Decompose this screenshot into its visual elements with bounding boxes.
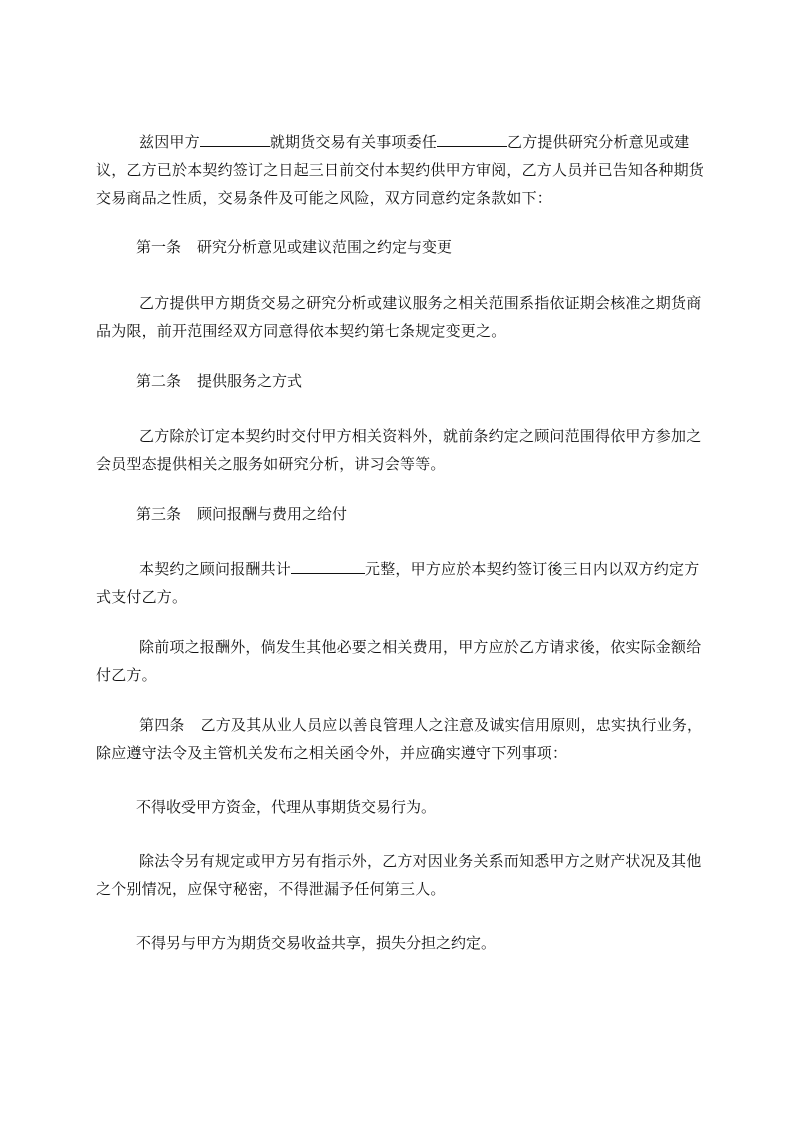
article3-body2: 除前项之报酬外，倘发生其他必要之相关费用，甲方应於乙方请求後，依实际金额给付乙方。 [96,638,702,684]
intro-text-part3: 乙方提供研究分析意见或建议，乙方已於本契约签订之日起三日前交付本契约供甲方审阅，乙方人员并已告知各种期货交易商品之性质，交易条件及可能之风险，双方同意约定条款如下： [96,133,705,207]
article4-body: 乙方及其从业人员应以善良管理人之注意及诚实信用原则，忠实执行业务，除应遵守法令及主管机关发布之相关函令外，并应确实遵守下列事项： [96,716,703,762]
article3-title: 顾问报酬与费用之给付 [197,505,348,523]
party-b-blank [437,132,507,147]
article1-title: 研究分析意见或建议范围之约定与变更 [197,238,453,256]
intro-text-part1: 兹因甲方 [139,133,200,151]
article2-body: 乙方除於订定本契约时交付甲方相关资料外，就前条约定之顾问范围得依甲方参加之会员型态提供相关之服务如研究分析，讲习会等等。 [96,427,702,473]
article4-paragraph [96,711,708,767]
article3-heading [136,500,347,528]
article4-item2: 除法令另有规定或甲方另有指示外，乙方对因业务关系而知悉甲方之财产状况及其他之个别情况，应保守秘密，不得泄漏予任何第三人。 [96,852,702,898]
article4-item3: 不得另与甲方为期货交易收益共享，损失分担之约定。 [136,934,497,952]
intro-paragraph [96,128,708,212]
article3-body1 [96,555,708,611]
article2-heading [136,367,302,395]
party-a-blank [200,132,270,147]
article4-number: 第四条 [139,716,185,734]
article4-item1: 不得收受甲方资金，代理从事期货交易行为。 [136,798,437,816]
intro-text-part2: 就期货交易有关事项委任 [269,133,438,151]
article2-number: 第二条 [136,372,182,390]
fee-amount-blank [291,559,365,574]
article1-number: 第一条 [136,238,182,256]
article3-number: 第三条 [136,505,182,523]
article3-body1-part1: 本契约之顾问报酬共计 [139,560,292,578]
article1-heading [136,233,452,261]
article3-body1-part2: 元整，甲方应於本契约签订後三日内以双方约定方式支付乙方。 [96,560,700,606]
article1-body: 乙方提供甲方期货交易之研究分析或建议服务之相关范围系指依证期会核准之期货商品为限，前开范围经双方同意得依本契约第七条规定变更之。 [96,294,702,340]
article2-title: 提供服务之方式 [197,372,303,390]
